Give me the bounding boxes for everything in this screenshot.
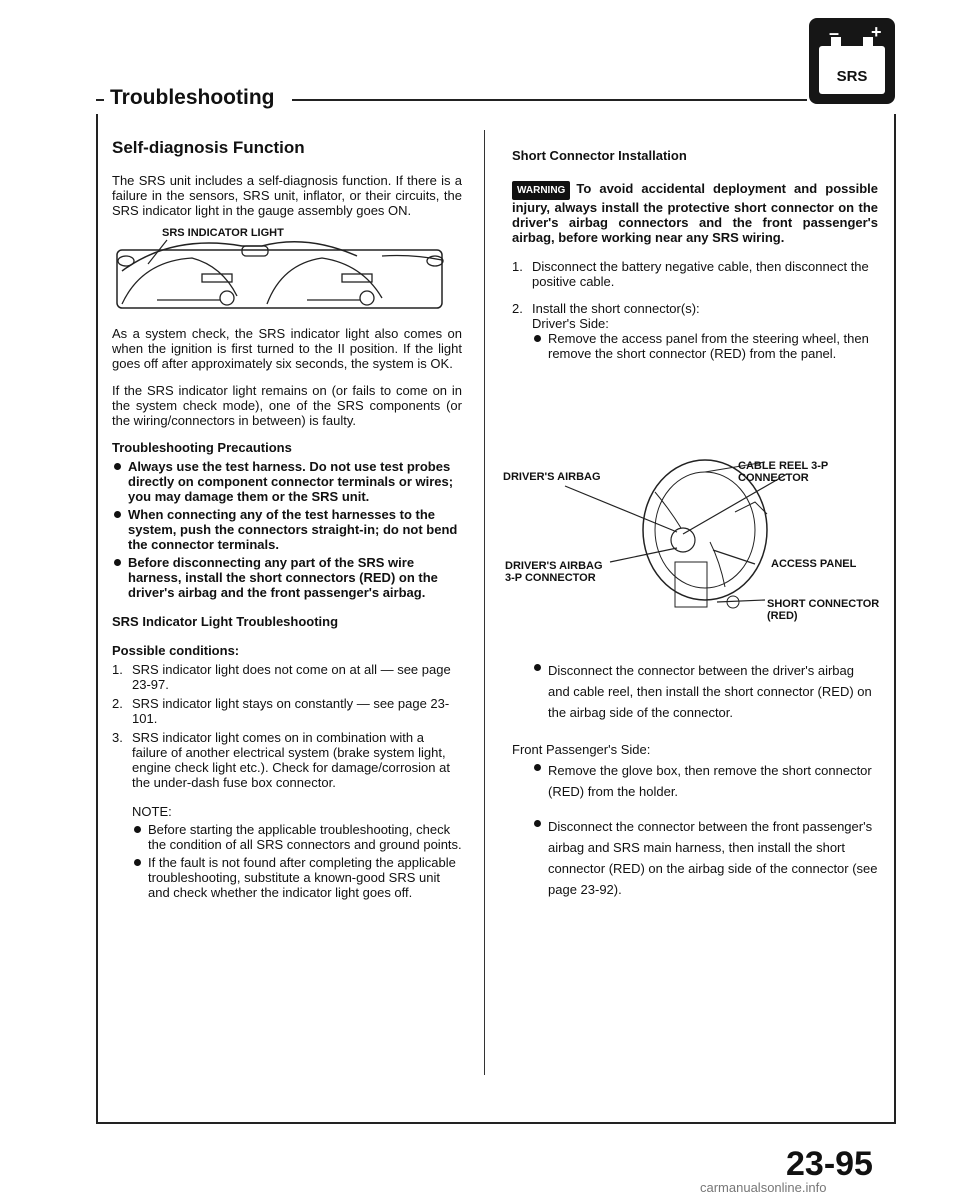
precaution-item: Always use the test harness. Do not use test probes directly on component connector terminals or wires; you may damage them or the SRS unit.	[112, 459, 462, 504]
label-cable-reel: CABLE REEL 3-P CONNECTOR	[738, 460, 829, 484]
drivers-side-block	[512, 316, 878, 361]
warning-text: WARNING To avoid accidental deployment and possible injury, always install the protective short connector on the driver's airbag connectors and the front passenger's airbag, before working near any SRS wiring.	[512, 181, 878, 245]
steering-figure	[505, 452, 885, 628]
srs-badge: – + SRS	[809, 18, 895, 104]
driver-step: Remove the access panel from the steering wheel, then remove the short connector (RED) from the panel.	[532, 331, 878, 361]
right-column-lower	[512, 660, 878, 903]
precaution-item: Before disconnecting any part of the SRS wire harness, install the short connectors (RED) on the driver's airbag and the front passenger's airbag.	[112, 555, 462, 600]
header-rule	[292, 99, 807, 101]
short-connector-heading: Short Connector Installation	[512, 148, 687, 163]
warning-tag: WARNING	[512, 181, 570, 200]
source-watermark: carmanualsonline.info	[700, 1180, 827, 1195]
faulty-text: If the SRS indicator light remains on (or fails to come on in the system check mode), one of the SRS components (or the wiring/connectors in between) is faulty.	[112, 383, 462, 428]
gauge-panel-drawing	[112, 226, 462, 312]
driver-step: Disconnect the connector between the driver's airbag and cable reel, then install the short connector (RED) on the airbag side of the connector.	[532, 660, 878, 723]
note-label: NOTE:	[132, 804, 172, 819]
battery-icon	[819, 46, 885, 94]
condition-item: 3. SRS indicator light comes on in combination with a failure of another electrical system (brake system light, engine check light etc.). Check for damage/corrosion at the under-dash fuse box connector.	[112, 730, 450, 790]
page-title: Troubleshooting	[110, 86, 275, 109]
passenger-step: Disconnect the connector between the front passenger's airbag and SRS main harness, then install the short connector (RED) on the airbag side of the connector (see page 23-92).	[532, 816, 878, 900]
section-heading: Self-diagnosis Function	[112, 138, 305, 157]
label-airbag-connector: DRIVER'S AIRBAG 3-P CONNECTOR	[505, 560, 603, 584]
label-short-connector: SHORT CONNECTOR (RED)	[767, 598, 880, 622]
condition-item: 1. SRS indicator light does not come on at all — see page 23-97.	[112, 662, 451, 692]
step-item: 2. Install the short connector(s):	[512, 301, 700, 316]
note-block	[112, 804, 462, 900]
indicator-figure	[112, 226, 462, 312]
precaution-item: When connecting any of the test harnesses to the system, push the connectors straight-in; do not bend the connector terminals.	[112, 507, 462, 552]
label-access-panel: ACCESS PANEL	[771, 558, 857, 570]
figure-label: SRS INDICATOR LIGHT	[162, 227, 284, 239]
drivers-side-label: Driver's Side:	[532, 316, 609, 331]
badge-label: SRS	[836, 68, 868, 85]
passenger-step: Remove the glove box, then remove the short connector (RED) from the holder.	[532, 760, 878, 802]
light-troubleshooting-heading: SRS Indicator Light Troubleshooting	[112, 614, 339, 629]
note-item: If the fault is not found after completing the applicable troubleshooting, substitute a known-good SRS unit and check whether the indicator light goes off.	[132, 855, 462, 900]
page-number: 23-95	[786, 1145, 873, 1183]
step-item: 1. Disconnect the battery negative cable, then disconnect the positive cable.	[512, 259, 869, 289]
condition-item: 2. SRS indicator light stays on constantly — see page 23-101.	[112, 696, 450, 726]
passenger-side-label: Front Passenger's Side:	[512, 742, 651, 757]
column-divider	[484, 130, 485, 1075]
conditions-heading: Possible conditions:	[112, 643, 240, 658]
note-item: Before starting the applicable troubleshooting, check the condition of all SRS connectors and ground points.	[132, 822, 462, 852]
system-check-text: As a system check, the SRS indicator light also comes on when the ignition is first turned to the II position. If the light goes off after approximately six seconds, the system is OK.	[112, 326, 462, 371]
precautions-heading: Troubleshooting Precautions	[112, 440, 292, 455]
label-drivers-airbag: DRIVER'S AIRBAG	[503, 471, 601, 483]
intro-text: The SRS unit includes a self-diagnosis function. If there is a failure in the sensors, SRS unit, inflator, or their circuits, the SRS indicator light in the gauge assembly goes ON.	[112, 173, 462, 218]
right-column	[512, 148, 878, 364]
header-rule	[96, 99, 104, 101]
left-column	[112, 140, 462, 903]
